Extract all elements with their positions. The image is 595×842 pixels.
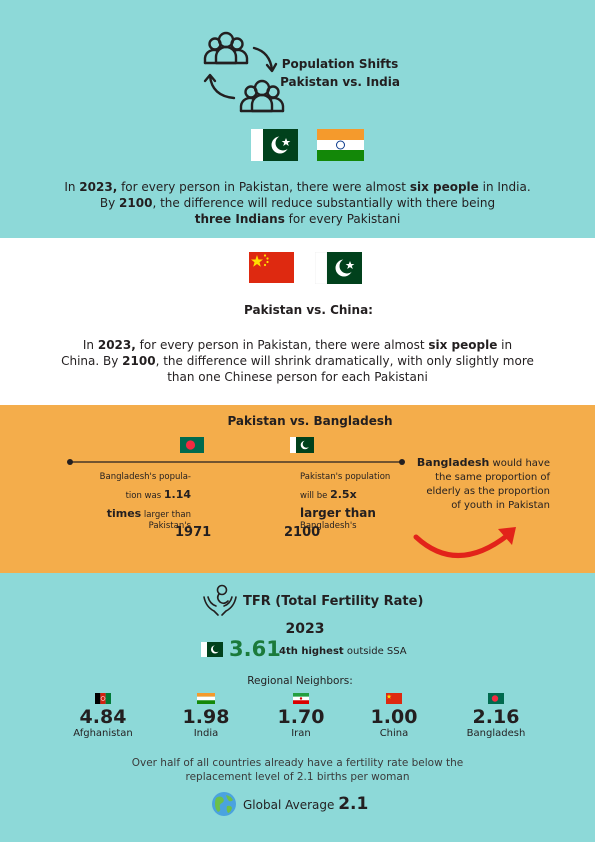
neighbor-afghanistan: 4.84 Afghanistan — [73, 706, 133, 739]
pakistan-flag-icon — [315, 252, 362, 284]
neighbor-iran: 1.70 Iran — [277, 706, 325, 739]
pakistan-flag-icon — [290, 437, 314, 453]
tfr-year: 2023 — [285, 621, 325, 637]
china-section — [0, 238, 595, 405]
pakistan-tfr-rank: 4th highest outside SSA — [279, 646, 407, 657]
page-title-line2: Pakistan vs. India — [280, 75, 400, 89]
india-section — [0, 0, 595, 238]
population-shift-icon — [196, 28, 292, 118]
china-heading: Pakistan vs. China: — [244, 303, 373, 317]
bangladesh-1971-note: Bangladesh's popula- tion was 1.14 times larger than Pakistan's — [99, 472, 191, 531]
global-average: Global Average 2.1 — [243, 794, 369, 814]
bangladesh-elderly-note: Bangladesh would have the same proportion of elderly as the proportion of youth in Pakistan — [416, 456, 550, 511]
pakistan-2100-note: Pakistan's population will be 2.5x larger than Bangladesh's — [300, 472, 391, 531]
neighbor-bangladesh: 2.16 Bangladesh — [466, 706, 526, 739]
tfr-section — [0, 573, 595, 842]
india-paragraph: In 2023, for every person in Pakistan, there were almost six people in India. By 2100, the difference will reduce substantially with there being three Indians for every Pakistani — [64, 180, 531, 226]
timeline — [66, 457, 406, 467]
pakistan-tfr-value: 3.61 — [229, 637, 281, 661]
bangladesh-heading: Pakistan vs. Bangladesh — [227, 414, 393, 428]
pakistan-flag-icon — [201, 642, 223, 657]
bangladesh-flag-icon — [180, 437, 204, 453]
regional-neighbors-title: Regional Neighbors: — [247, 675, 353, 687]
india-flag-icon — [197, 693, 215, 704]
curved-arrow-icon — [412, 523, 522, 568]
china-flag-icon — [386, 693, 402, 704]
china-flag-icon — [249, 252, 294, 283]
page-title-line1: Population Shifts — [281, 57, 399, 71]
iran-flag-icon — [293, 693, 309, 704]
pakistan-flag-icon — [251, 129, 298, 161]
afghanistan-flag-icon — [95, 693, 111, 704]
neighbor-india: 1.98 India — [182, 706, 230, 739]
year-1971: 1971 — [175, 525, 212, 540]
hands-baby-icon — [202, 583, 238, 617]
tfr-title: TFR (Total Fertility Rate) — [243, 594, 424, 609]
neighbor-china: 1.00 China — [370, 706, 418, 739]
china-paragraph: In 2023, for every person in Pakistan, there were almost six people in China. By 2100, the difference will shrink dramatically, with only slightly more than one Chinese person for each Pakistani — [61, 338, 534, 384]
bangladesh-flag-icon — [488, 693, 504, 704]
year-2100: 2100 — [284, 525, 321, 540]
replacement-level-note: Over half of all countries already have a fertility rate below the replacement level of 2.1 births per woman — [131, 757, 464, 783]
bangladesh-section — [0, 405, 595, 573]
india-flag-icon — [317, 129, 364, 161]
globe-icon — [211, 791, 237, 817]
